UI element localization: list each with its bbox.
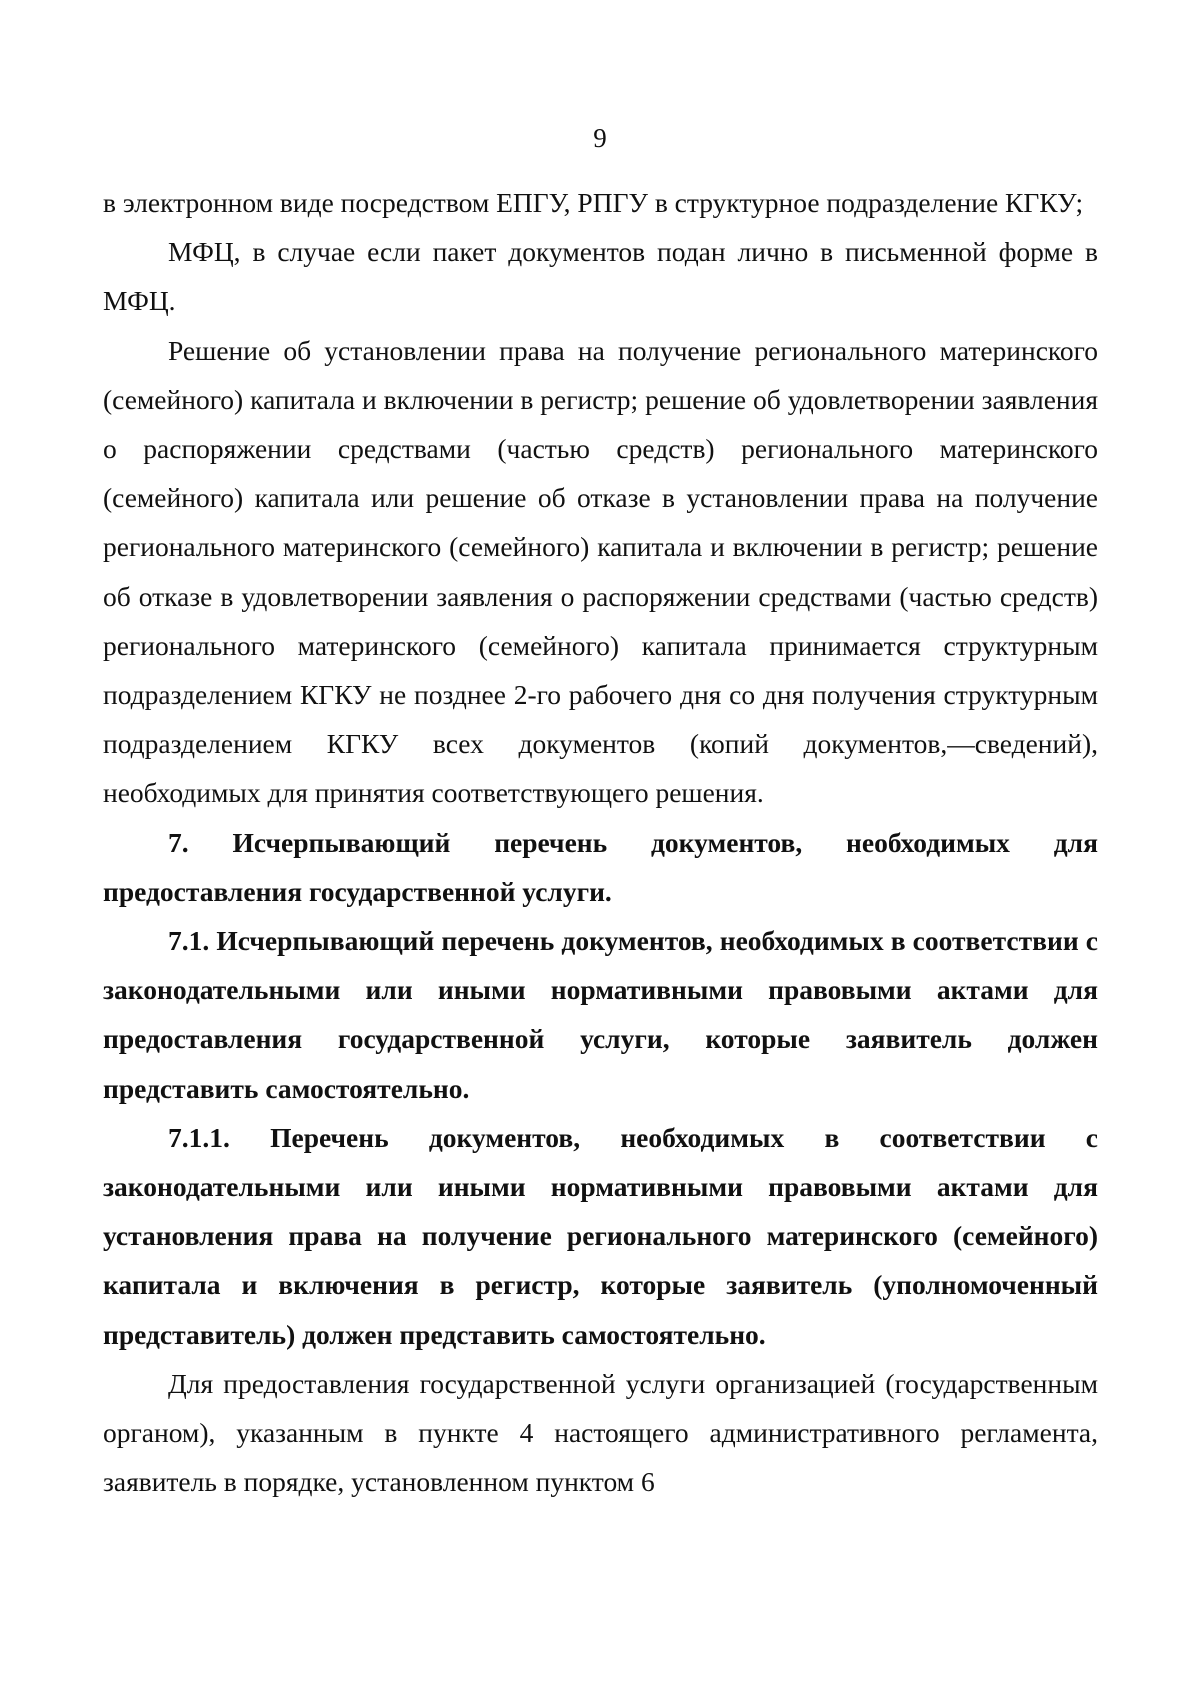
page-number: 9: [593, 123, 607, 153]
document-body: [103, 178, 1098, 1506]
heading-section-7: 7. Исчерпывающий перечень документов, необходимых для предоставления государственной услуги.: [103, 826, 1098, 907]
heading-section-7-1-1: 7.1.1. Перечень документов, необходимых в соответствии с законодательными или иными нормативными правовыми актами для установления права на получение регионального материнского (семейного) капитала и включения в регистр, которые заявитель (уполномоченный представитель) должен представить самостоятельно.: [103, 1121, 1098, 1350]
paragraph-for-provision: Для предоставления государственной услуги организацией (государственным органом), указанным в пункте 4 настоящего административного регламента, заявитель в порядке, установленном пунктом 6: [103, 1367, 1098, 1498]
paragraph-mfc: МФЦ, в случае если пакет документов подан лично в письменной форме в МФЦ.: [103, 236, 1098, 317]
heading-section-7-1: 7.1. Исчерпывающий перечень документов, необходимых в соответствии с законодательными или иными нормативными правовыми актами для предоставления государственной услуги, которые заявитель должен представить самостоятельно.: [103, 925, 1098, 1104]
paragraph-electronic-submission: в электронном виде посредством ЕПГУ, РПГУ в структурное подразделение КГКУ;: [103, 187, 1084, 218]
paragraph-decision: Решение об установлении права на получение регионального материнского (семейного) капитала и включении в регистр; решение об удовлетворении заявления о распоряжении средствами (частью средств) регионального материнского (семейного) капитала или решение об отказе в установлении права на получение регионального материнского (семейного) капитала и включении в регистр; решение об отказе в удовлетворении заявления о распоряжении средствами (частью средств) регионального материнского (семейного) капитала принимается структурным подразделением КГКУ не позднее 2-го рабочего дня со дня получения структурным подразделением КГКУ всех документов (копий документов,—сведений), необходимых для принятия соответствующего решения.: [103, 334, 1098, 809]
